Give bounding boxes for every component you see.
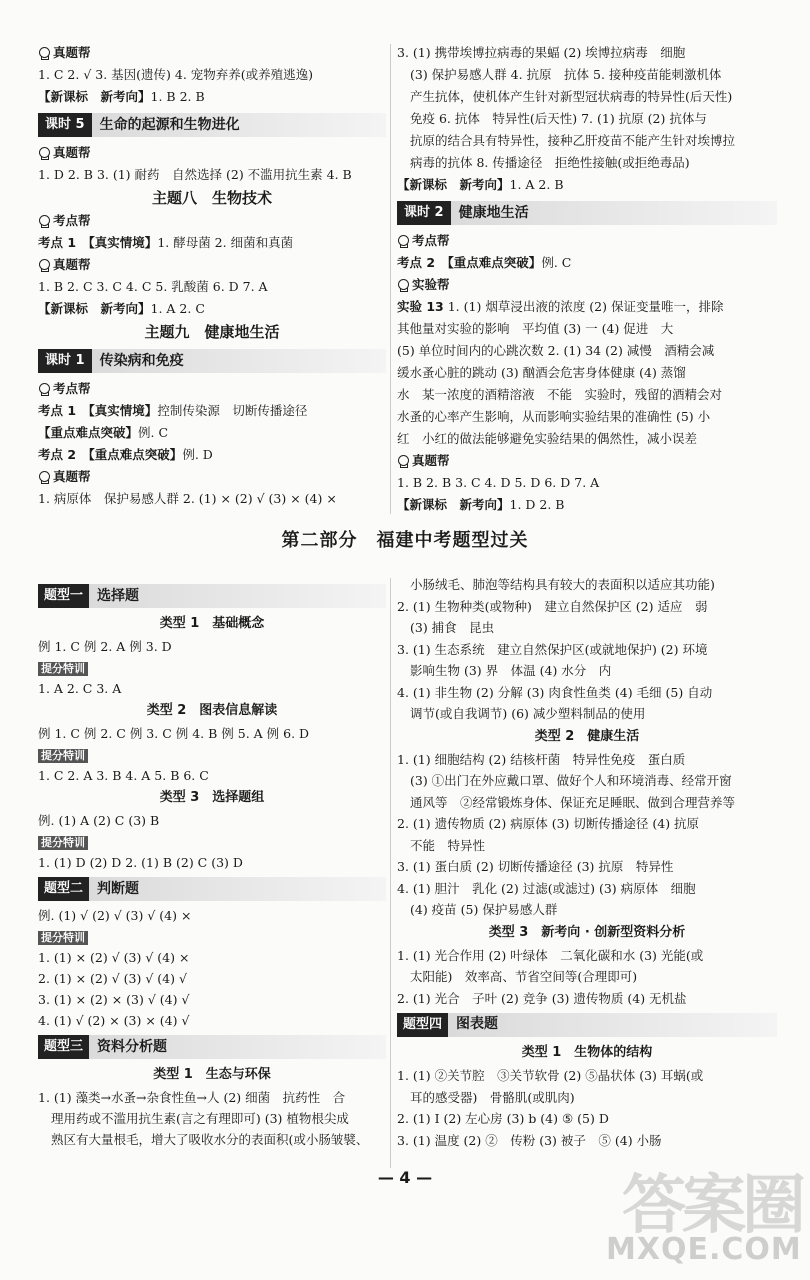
type-heading: 类型 1 生态与环保 [153,1067,271,1082]
answer-line: 例. (1) A (2) C (3) B [38,813,160,828]
answer-line: 1. (1) ②关节腔 ③关节软骨 (2) ⑤晶状体 (3) 耳蜗(或 [397,1068,704,1083]
answer-line: (3) 捕食 昆虫 [410,620,495,635]
type-heading: 类型 3 选择题组 [159,790,265,805]
type-heading: 类型 2 图表信息解读 [146,703,278,718]
answer-line: 【新课标 新考向】1. D 2. B [397,497,565,512]
answer-line: 考点 2 【重点难点突破】例. D [38,447,213,462]
answer-line: 例 1. C 例 2. C 例 3. C 例 4. B 例 5. A 例 6. D [38,726,310,741]
answer-line: 2. (1) × (2) √ (3) √ (4) √ [38,971,187,986]
type-heading: 类型 1 基础概念 [159,616,265,631]
theme-title: 主题九 健康地生活 [144,323,280,341]
answer-line: 1. 病原体 保护易感人群 2. (1) × (2) √ (3) × (4) × [38,491,337,506]
answer-line: 4. (1) 非生物 (2) 分解 (3) 肉食性鱼类 (4) 毛细 (5) 自动 [397,684,713,700]
section-header-kaodianbang: 考点帮 [397,230,777,252]
watermark-logo [602,1154,802,1274]
answer-line: 通风等 ②经常锻炼身体、保证充足睡眠、做到合理营养等 [410,794,736,810]
tifen-label: 提分特训 [38,836,88,850]
lesson-banner: 课时 2 健康地生活 [397,201,777,225]
answer-line: (4) 疫苗 (5) 保护易感人群 [410,902,558,917]
left-bottom-column [38,580,386,1150]
column-divider [390,44,391,514]
answer-line: (3) ①出门在外应戴口罩、做好个人和环境消毒、经常开窗 [410,773,732,788]
lightbulb-icon [397,279,409,292]
answer-line: 3. (1) × (2) × (3) √ (4) √ [38,992,190,1007]
answer-line: 不能 特异性 [410,837,486,853]
answer-line: 小肠绒毛、肺泡等结构具有较大的表面积以适应其功能) [410,577,715,592]
tifen-label: 提分特训 [38,931,88,945]
answer-line: 理用药或不滥用抗生素(言之有理即可) (3) 植物根尖成 [51,1111,349,1126]
type-heading: 类型 2 健康生活 [534,728,640,744]
answer-line: 2. (1) 光合 子叶 (2) 竞争 (3) 遗传物质 (4) 无机盐 [397,990,687,1006]
answer-line: 【新课标 新考向】1. A 2. B [397,177,564,192]
answer-line: 红 小红的做法能够避免实验结果的偶然性，减小误差 [397,431,698,446]
answer-line: 1. B 2. B 3. C 4. D 5. D 6. D 7. A [397,475,600,490]
tifen-label: 提分特训 [38,662,88,676]
type-heading: 类型 1 生物体的结构 [521,1045,653,1060]
answer-line: 考点 1 【真实情境】控制传染源 切断传播途径 [38,403,308,418]
answer-line: 病毒的抗体 8. 传播途径 拒绝性接触(或拒绝毒品) [410,155,690,170]
left-top-column [38,42,386,510]
theme-title: 主题八 生物技术 [151,189,272,207]
lightbulb-icon [38,47,50,60]
answer-line: 4. (1) √ (2) × (3) × (4) √ [38,1013,190,1028]
answer-line: 1. C 2. √ 3. 基因(遗传) 4. 宠物弃养(或养殖逃逸) [38,67,314,82]
answer-line: 1. C 2. A 3. B 4. A 5. B 6. C [38,768,209,783]
lesson-banner: 课时 5 生命的起源和生物进化 [38,113,386,137]
answer-line: 2. (1) Ⅰ (2) 左心房 (3) b (4) ⑤ (5) D [397,1111,609,1126]
watermark-text: 答案圈 [622,1169,802,1243]
section-header-shiyanbang: 实验帮 [397,274,777,296]
answer-line: 1. (1) 光合作用 (2) 叶绿体 二氧化碳和水 (3) 光能(或 [397,947,704,963]
answer-line: 1. (1) 细胞结构 (2) 结核杆菌 特异性免疫 蛋白质 [397,751,686,767]
lightbulb-icon [38,383,50,396]
answer-line: 抗原的结合具有特异性，接种乙肝疫苗不能产生针对埃博拉 [410,133,736,148]
answer-line: 3. (1) 温度 (2) ② 传粉 (3) 被子 ⑤ (4) 小肠 [397,1132,662,1148]
answer-line: 水 某一浓度的酒精溶液 不能 实验时，残留的酒精会对 [397,387,723,402]
answer-line: 3. (1) 生态系统 建立自然保护区(或就地保护) (2) 环境 [397,641,708,657]
answer-line: 例 1. C 例 2. A 例 3. D [38,639,172,654]
answer-line: 1. A 2. C 3. A [38,681,122,696]
lightbulb-icon [397,455,409,468]
section-header-zhentibang: 真题帮 [38,42,386,64]
page-number: — 4 — [377,1168,433,1187]
answer-line: 例. (1) √ (2) √ (3) √ (4) × [38,908,192,923]
answer-line: 1. B 2. C 3. C 4. C 5. 乳酸菌 6. D 7. A [38,279,268,294]
answer-line: 4. (1) 胆汁 乳化 (2) 过滤(或滤过) (3) 病原体 细胞 [397,880,696,896]
lightbulb-icon [38,147,50,160]
answer-line: 1. (1) D (2) D 2. (1) B (2) C (3) D [38,855,243,870]
right-top-column [397,42,777,516]
answer-line: 1. (1) 藻类→水蚤→杂食性鱼→人 (2) 细菌 抗药性 合 [38,1090,346,1105]
answer-line: 【新课标 新考向】1. A 2. C [38,301,205,316]
tifen-label: 提分特训 [38,749,88,763]
lightbulb-icon [38,215,50,228]
section-header-zhentibang: 真题帮 [397,450,777,472]
answer-line: 耳的感受器) 骨骼肌(或肌肉) [410,1089,575,1105]
answer-line: 考点 1 【真实情境】1. 酵母菌 2. 细菌和真菌 [38,235,294,250]
answer-line: (5) 单位时间内的心跳次数 2. (1) 34 (2) 减慢 酒精会减 [397,343,715,358]
answer-line: 影响生物 (3) 界 体温 (4) 水分 内 [410,663,612,678]
question-type-banner: 题型四 图表题 [397,1013,777,1037]
answer-line: 水蚤的心率产生影响，从而影响实验结果的准确性 (5) 小 [397,409,711,424]
answer-line: 熟区有大量根毛，增大了吸收水分的表面积(或小肠皱襞、 [51,1132,369,1147]
column-divider [390,578,391,1168]
answer-line: 缓水蚤心脏的跳动 (3) 酗酒会危害身体健康 (4) 蒸馏 [397,365,686,380]
lightbulb-icon [38,471,50,484]
question-type-banner: 题型三 资料分析题 [38,1035,386,1059]
lesson-banner: 课时 1 传染病和免疫 [38,349,386,373]
answer-line: 考点 2 【重点难点突破】例. C [397,255,572,270]
section-header-zhentibang: 真题帮 [38,254,386,276]
answer-line: 3. (1) 携带埃博拉病毒的果蝠 (2) 埃博拉病毒 细胞 [397,45,686,60]
answer-line: 其他量对实验的影响 平均值 (3) 一 (4) 促进 大 [397,321,674,336]
answer-line: 调节(或自我调节) (6) 减少塑料制品的使用 [410,706,646,721]
type-heading: 类型 3 新考向 · 创新型资料分析 [488,924,686,940]
answer-line: 1. (1) × (2) √ (3) √ (4) × [38,950,190,965]
answer-line: 1. D 2. B 3. (1) 耐药 自然选择 (2) 不滥用抗生素 4. B [38,167,352,182]
answer-line: 实验 13 1. (1) 烟草浸出液的浓度 (2) 保证变量唯一，排除 [397,299,724,314]
section-header-zhentibang: 真题帮 [38,142,386,164]
section-header-kaodianbang: 考点帮 [38,210,386,232]
answer-line: 【新课标 新考向】1. B 2. B [38,89,205,104]
answer-line: 3. (1) 蛋白质 (2) 切断传播途径 (3) 抗原 特异性 [397,859,674,874]
answer-line: 免疫 6. 抗体 特异性(后天性) 7. (1) 抗原 (2) 抗体与 [410,111,707,126]
lightbulb-icon [38,259,50,272]
right-bottom-column [397,574,777,1151]
question-type-banner: 题型二 判断题 [38,877,386,901]
answer-line: 2. (1) 生物种类(或物种) 建立自然保护区 (2) 适应 弱 [397,598,708,614]
answer-line: 太阳能) 效率高、节省空间等(合理即可) [410,969,638,984]
watermark-url: MXQE.COM [606,1232,802,1267]
part-title: 第二部分 福建中考题型过关 [281,530,529,551]
answer-line: 2. (1) 遗传物质 (2) 病原体 (3) 切断传播途径 (4) 抗原 [397,816,700,831]
section-header-kaodianbang: 考点帮 [38,378,386,400]
lightbulb-icon [397,235,409,248]
question-type-banner: 题型一 选择题 [38,584,386,608]
section-header-zhentibang: 真题帮 [38,466,386,488]
answer-line: 【重点难点突破】例. C [38,425,169,440]
answer-line: 产生抗体，使机体产生针对新型冠状病毒的特异性(后天性) [410,89,733,104]
answer-line: (3) 保护易感人群 4. 抗原 抗体 5. 接种疫苗能刺激机体 [410,67,722,82]
